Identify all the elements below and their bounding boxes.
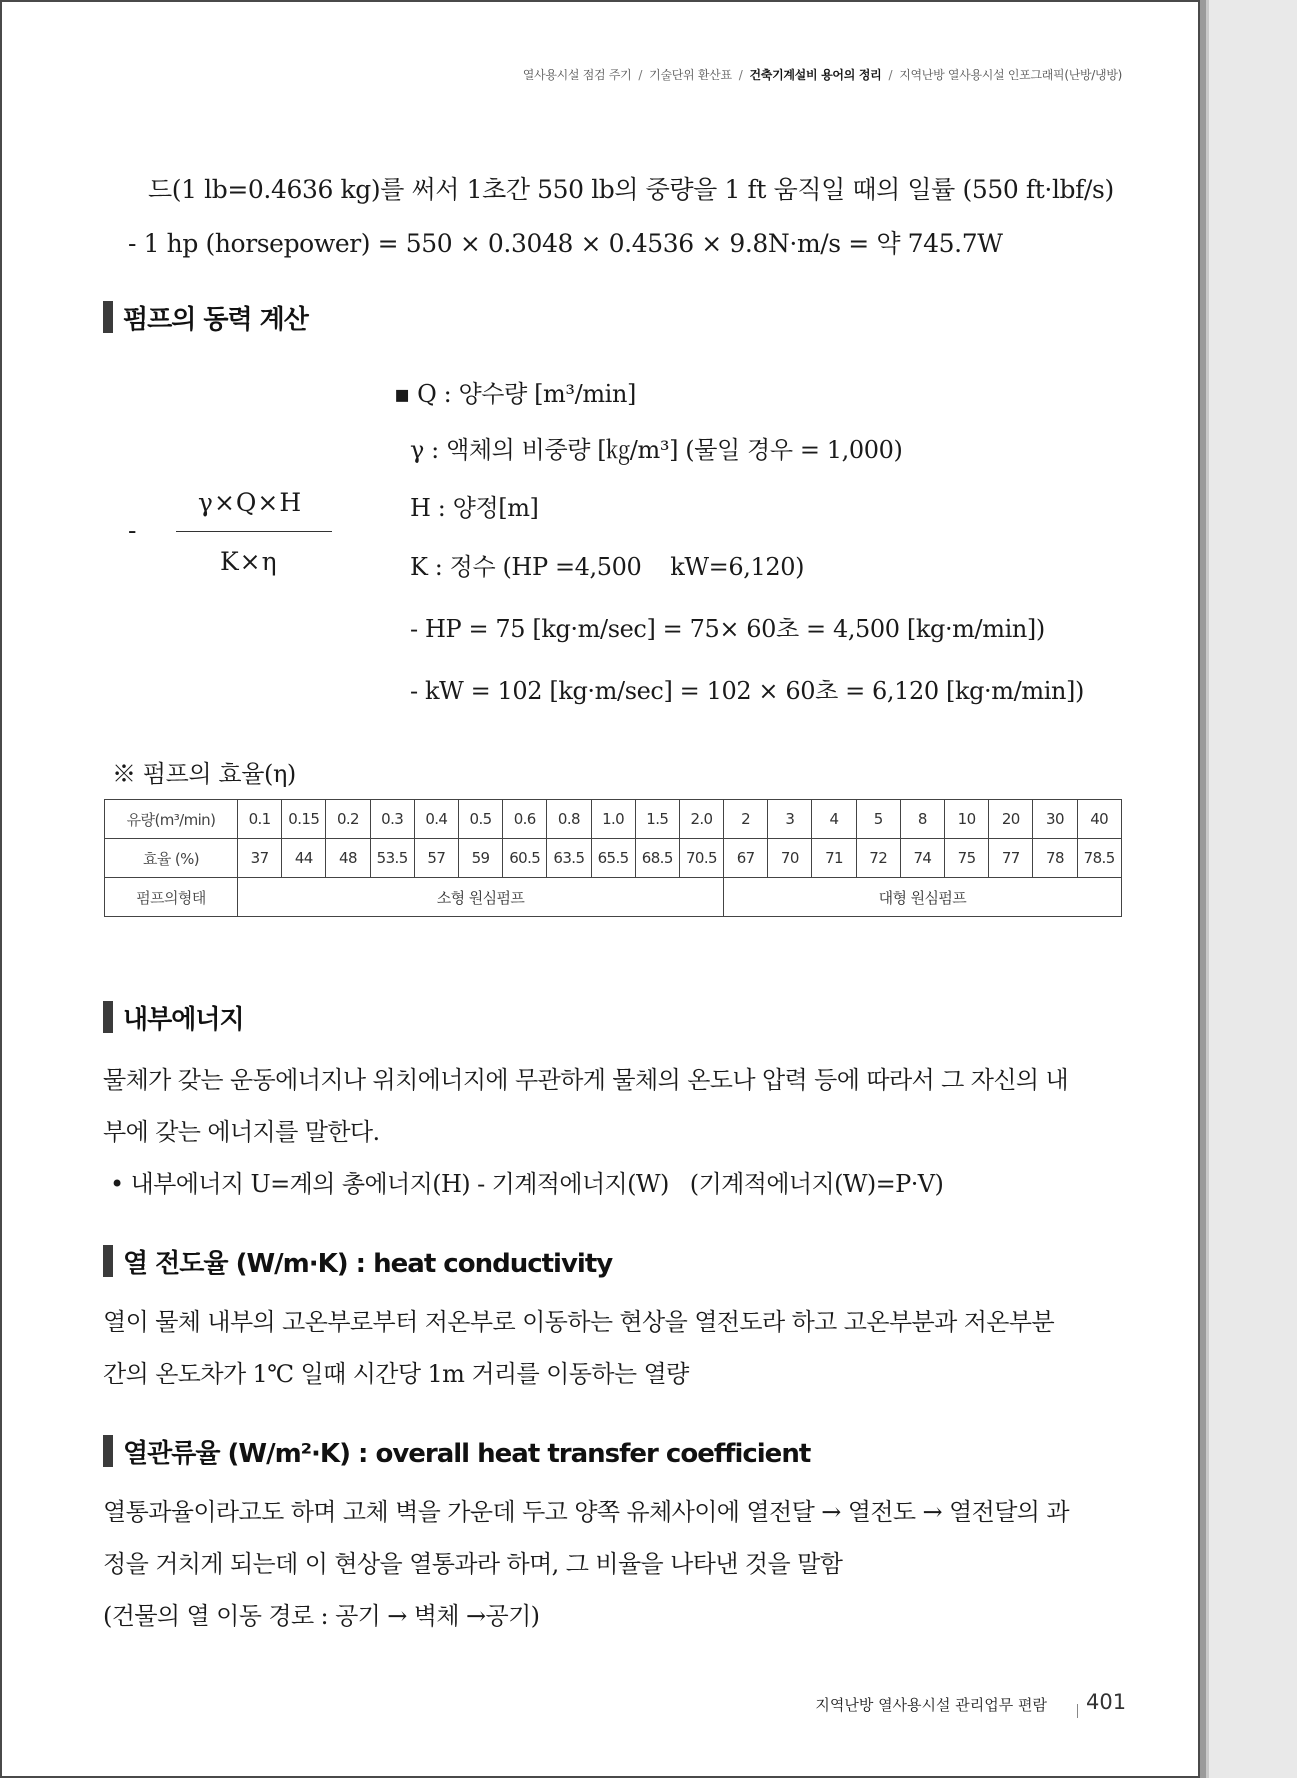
section-heading-internal-energy xyxy=(103,998,244,1036)
pump-type-large: 대형 원심펌프 xyxy=(724,878,1122,917)
table-row-flow xyxy=(105,800,1122,839)
table-cell: 70 xyxy=(768,839,812,878)
breadcrumb-item-unit-conversion[interactable]: 기술단위 환산표 xyxy=(649,68,732,82)
formula-numerator: γ×Q×H xyxy=(198,488,303,517)
table-cell: 1.0 xyxy=(591,800,635,839)
breadcrumb-separator: / xyxy=(638,68,643,82)
table-cell: 10 xyxy=(945,800,989,839)
table-cell: 75 xyxy=(945,839,989,878)
heading-bar xyxy=(103,301,113,333)
footer-title: 지역난방 열사용시설 관리업무 편람 xyxy=(815,1696,1047,1714)
intro-line-2: - 1 hp (horsepower) = 550 × 0.3048 × 0.4536 × 9.8N·m/s = 약 745.7W xyxy=(128,229,1003,258)
table-cell: 0.6 xyxy=(503,800,547,839)
table-cell: 74 xyxy=(900,839,944,878)
def-hp: - HP = 75 [kg·m/sec] = 75× 60초 = 4,500 [kg·m/min]) xyxy=(410,615,1045,643)
table-cell: 30 xyxy=(1033,800,1077,839)
table-cell: 70.5 xyxy=(679,839,723,878)
table-row-efficiency xyxy=(105,839,1122,878)
row-header-efficiency: 효율 (%) xyxy=(105,839,238,878)
table-cell: 2 xyxy=(724,800,768,839)
table-cell: 53.5 xyxy=(370,839,414,878)
def-k: K : 정수 (HP =4,500 kW=6,120) xyxy=(410,553,805,581)
def-q: ▪ Q : 양수량 [m³/min] xyxy=(394,380,636,408)
table-row-pump-type xyxy=(105,878,1122,917)
internal-energy-text-1: 물체가 갖는 운동에너지나 위치에너지에 무관하게 물체의 온도나 압력 등에 따라서 그 자신의 내 xyxy=(103,1066,1069,1094)
section-heading-heat-conductivity xyxy=(103,1242,612,1280)
table-cell: 44 xyxy=(282,839,326,878)
internal-energy-text-2: 부에 갖는 에너지를 말한다. xyxy=(103,1118,380,1146)
table-cell: 37 xyxy=(238,839,282,878)
table-cell: 59 xyxy=(458,839,502,878)
table-cell: 78.5 xyxy=(1077,839,1121,878)
footer-divider xyxy=(1077,1704,1078,1718)
def-h: H : 양정[m] xyxy=(410,494,539,522)
breadcrumb-separator: / xyxy=(738,68,743,82)
table-cell: 0.8 xyxy=(547,800,591,839)
heat-conductivity-text-2: 간의 온도차가 1℃ 일때 시간당 1m 거리를 이동하는 열량 xyxy=(103,1360,689,1388)
table-cell: 4 xyxy=(812,800,856,839)
table-cell: 8 xyxy=(900,800,944,839)
table-cell: 0.2 xyxy=(326,800,370,839)
table-cell: 48 xyxy=(326,839,370,878)
table-cell: 65.5 xyxy=(591,839,635,878)
breadcrumb-item-infographic[interactable]: 지역난방 열사용시설 인포그래픽(난방/냉방) xyxy=(899,68,1122,82)
breadcrumb-separator: / xyxy=(888,68,893,82)
table-cell: 3 xyxy=(768,800,812,839)
section-heading-heat-transfer xyxy=(103,1432,810,1470)
def-kw: - kW = 102 [kg·m/sec] = 102 × 60초 = 6,120 [kg·m/min]) xyxy=(410,677,1084,705)
pump-type-small: 소형 원심펌프 xyxy=(238,878,724,917)
heading-text: 열 전도율 (W/m·K) : heat conductivity xyxy=(123,1248,613,1279)
table-cell: 67 xyxy=(724,839,768,878)
formula-denominator: K×η xyxy=(220,547,278,576)
table-cell: 63.5 xyxy=(547,839,591,878)
fraction-line xyxy=(176,531,332,532)
table-cell: 2.0 xyxy=(679,800,723,839)
table-cell: 72 xyxy=(856,839,900,878)
table-cell: 57 xyxy=(414,839,458,878)
pump-efficiency-table xyxy=(104,799,1122,917)
def-gamma: γ : 액체의 비중량 [㎏/m³] (물일 경우 = 1,000) xyxy=(410,436,903,464)
internal-energy-bullet: • 내부에너지 U=계의 총에너지(H) - 기계적에너지(W) (기계적에너지(W)=P·V) xyxy=(110,1170,944,1198)
formula-dash: - xyxy=(128,516,137,545)
heat-transfer-text-3: (건물의 열 이동 경로 : 공기 → 벽체 →공기) xyxy=(103,1602,540,1630)
table-cell: 78 xyxy=(1033,839,1077,878)
breadcrumb xyxy=(502,66,1122,83)
heat-conductivity-text-1: 열이 물체 내부의 고온부로부터 저온부로 이동하는 현상을 열전도라 하고 고온부분과 저온부분 xyxy=(103,1308,1055,1336)
heading-text: 열관류율 (W/m²·K) : overall heat transfer coefficient xyxy=(123,1438,811,1469)
row-header-pump-type: 펌프의형태 xyxy=(105,878,238,917)
table-cell: 40 xyxy=(1077,800,1121,839)
table-cell: 0.3 xyxy=(370,800,414,839)
table-cell: 20 xyxy=(989,800,1033,839)
breadcrumb-item-terminology[interactable]: 건축기계설비 용어의 정리 xyxy=(749,68,882,82)
table-cell: 60.5 xyxy=(503,839,547,878)
row-header-flow: 유량(m³/min) xyxy=(105,800,238,839)
table-cell: 1.5 xyxy=(635,800,679,839)
table-cell: 77 xyxy=(989,839,1033,878)
table-cell: 71 xyxy=(812,839,856,878)
heading-bar xyxy=(103,1245,113,1277)
table-cell: 0.15 xyxy=(282,800,326,839)
table-cell: 0.1 xyxy=(238,800,282,839)
efficiency-title: ※ 펌프의 효율(η) xyxy=(112,760,296,788)
heat-transfer-text-1: 열통과율이라고도 하며 고체 벽을 가운데 두고 양쪽 유체사이에 열전달 → 열전도 → 열전달의 과 xyxy=(103,1498,1070,1526)
table-cell: 68.5 xyxy=(635,839,679,878)
heading-text: 내부에너지 xyxy=(123,1004,244,1035)
table-cell: 0.4 xyxy=(414,800,458,839)
table-cell: 0.5 xyxy=(458,800,502,839)
intro-line-1: 드(1 lb=0.4636 kg)를 써서 1초간 550 lb의 중량을 1 ft 움직일 때의 일률 (550 ft·lbf/s) xyxy=(148,175,1114,204)
heading-bar xyxy=(103,1001,113,1033)
table-cell: 5 xyxy=(856,800,900,839)
section-heading-pump-power xyxy=(103,298,308,336)
breadcrumb-item-inspection-cycle[interactable]: 열사용시설 점검 주기 xyxy=(522,68,632,82)
heading-text: 펌프의 동력 계산 xyxy=(123,304,308,335)
heading-bar xyxy=(103,1435,113,1467)
heat-transfer-text-2: 정을 거치게 되는데 이 현상을 열통과라 하며, 그 비율을 나타낸 것을 말함 xyxy=(103,1550,843,1578)
page-number: 401 xyxy=(1086,1690,1127,1714)
